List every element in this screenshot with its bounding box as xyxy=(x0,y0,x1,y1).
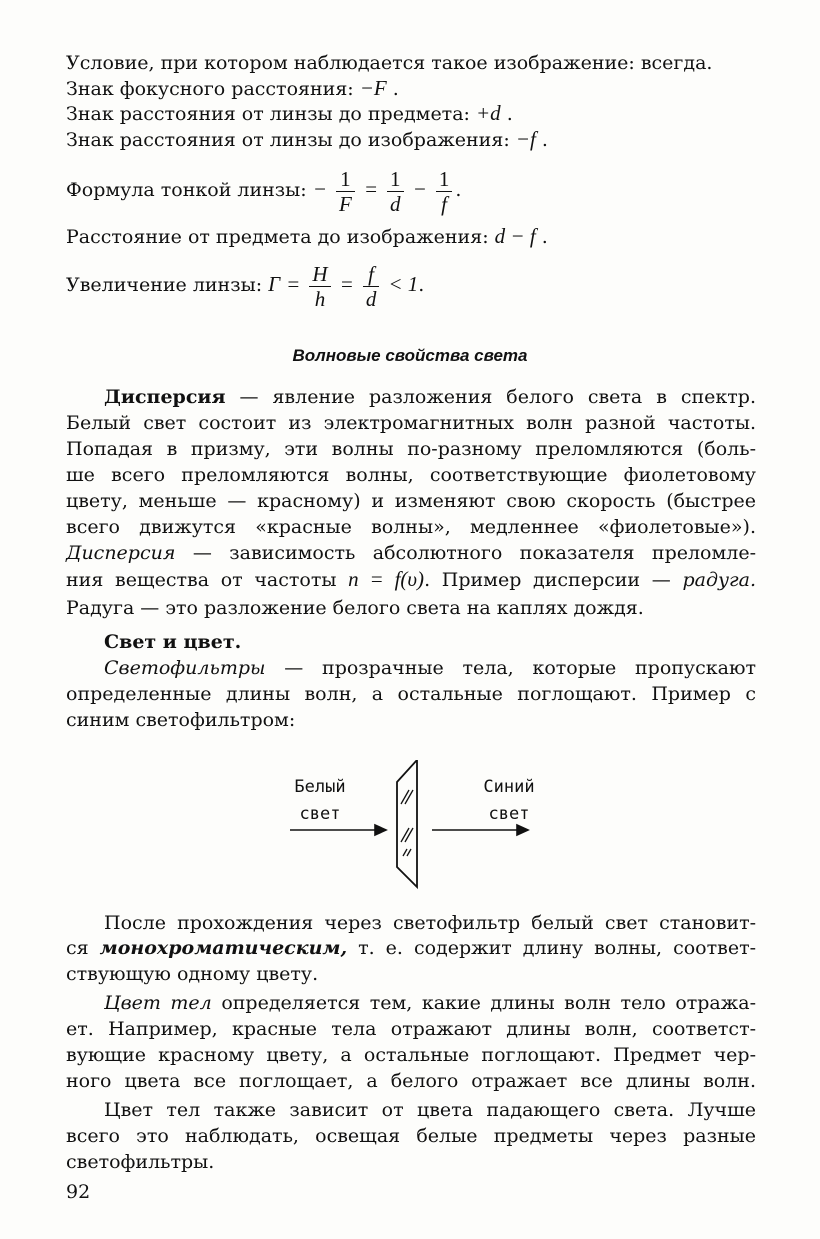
object-image-distance-label: Расстояние от предмета до изображения: xyxy=(66,226,489,248)
incident-light-line-1: Цвет тел также зависит от цвета падающего света. Лучше xyxy=(104,1099,756,1121)
monochrome-line-3: ствующую одному цвету. xyxy=(66,963,319,985)
thin-lens-formula-line: Формула тонкой линзы: − $\frac{1}{F}$ = $\frac{1}{d}$ − $\frac{1}{f}$ . xyxy=(66,166,462,216)
magnification-line: Увеличение линзы: Г = $\frac{H}{h}$ = $\frac{f}{d}$ < 1. xyxy=(66,261,425,311)
filter-diagram-graphic xyxy=(270,760,560,895)
formula-equals: = xyxy=(363,177,378,201)
rainbow-term: радуга. xyxy=(682,569,756,591)
filters-line-2: определенные длины волн, а остальные поглощают. Пример с xyxy=(66,683,756,705)
dispersion-line-2: Белый свет состоит из электромагнитных волн разной частоты. xyxy=(66,412,756,434)
image-distance-sign-value: −f xyxy=(515,127,536,151)
filters-definition: — прозрачные тела, которые пропускают xyxy=(284,657,756,679)
fraction-denominator: h xyxy=(314,286,326,311)
body-color-line-2: ет. Например, красные тела отражают длины волн, соответст- xyxy=(66,1018,756,1040)
focal-sign-line: Знак фокусного расстояния: −F . xyxy=(66,76,399,100)
body-color-term: Цвет тел xyxy=(104,992,212,1014)
body-color-line-4: ного цвета все поглощает, а белого отражает все длины волн. xyxy=(66,1070,756,1092)
magnification-eq2: = xyxy=(339,272,354,296)
incident-light-line-2: всего это наблюдать, освещая белые предметы через разные xyxy=(66,1125,756,1147)
magnification-label: Увеличение линзы: xyxy=(66,274,263,296)
dispersion-definition: — явление разложения белого света в спектр. xyxy=(239,386,756,408)
fraction-numerator: 1 xyxy=(436,167,453,192)
magnification-eq1: = xyxy=(286,272,301,296)
focal-sign-label: Знак фокусного расстояния: xyxy=(66,78,354,100)
dispersion-dependence-text: — зависимость абсолютного показателя преломле- xyxy=(192,542,757,564)
formula-minus: − xyxy=(312,177,327,201)
fraction-denominator: d xyxy=(365,286,377,311)
filters-line-3: синим светофильтром: xyxy=(66,709,296,731)
outgoing-arrow xyxy=(432,825,528,835)
fraction-numerator: H xyxy=(309,262,330,287)
monochrome-prefix: ся xyxy=(66,937,89,959)
magnification-gamma: Г xyxy=(268,272,281,296)
dispersion-line-8 xyxy=(66,567,756,592)
dispersion-formula: n = f(υ) xyxy=(348,567,425,591)
object-distance-sign-label: Знак расстояния от линзы до предмета: xyxy=(66,103,470,125)
thin-lens-formula-label: Формула тонкой линзы: xyxy=(66,179,307,201)
dispersion-term-italic: Дисперсия xyxy=(66,542,176,564)
dispersion-line-7 xyxy=(66,541,756,565)
fraction-numerator: 1 xyxy=(336,167,355,192)
fraction-denominator: f xyxy=(441,191,447,216)
page-number: 92 xyxy=(66,1181,91,1203)
fraction-denominator: F xyxy=(338,191,352,216)
incoming-arrow xyxy=(290,825,386,835)
dispersion-frequency-text: ния вещества от частоты xyxy=(66,569,337,591)
object-distance-sign-value: +d xyxy=(475,101,501,125)
fraction-H-over-h xyxy=(309,262,330,311)
light-and-color-heading: Свет и цвет. xyxy=(104,631,242,653)
body-color-line-1 xyxy=(104,991,756,1015)
object-image-distance-line: Расстояние от предмета до изображения: d − f . xyxy=(66,224,548,248)
body-color-definition: определяется тем, какие длины волн тело отража- xyxy=(221,992,756,1014)
fraction-one-over-f xyxy=(436,167,453,216)
body-color-line-3: вующие красному цвету, а остальные поглощают. Предмет чер- xyxy=(66,1044,756,1066)
image-distance-sign-label: Знак расстояния от линзы до изображения: xyxy=(66,129,510,151)
section-title: Волновые свойства света xyxy=(292,346,528,365)
outgoing-label-line-1: Синий xyxy=(483,777,535,797)
blue-filter-diagram xyxy=(270,760,560,895)
fraction-numerator: f xyxy=(363,262,380,287)
magnification-tail: < 1 xyxy=(388,272,419,296)
fraction-numerator: 1 xyxy=(387,167,404,192)
dispersion-line-5: цвету, меньше — красному) и изменяют свою скорость (быстрее xyxy=(66,490,756,512)
dispersion-line-6: всего движутся «красные волны», медленнее «фиолетовые»). xyxy=(66,516,756,538)
object-image-distance-value: d − f xyxy=(494,224,536,248)
focal-sign-value: −F xyxy=(359,76,387,100)
monochrome-line-1: После прохождения через светофильтр белый свет становит- xyxy=(104,912,756,934)
fraction-one-over-d xyxy=(387,167,404,216)
filters-line-1 xyxy=(104,656,756,680)
fraction-one-over-F xyxy=(336,167,355,216)
image-distance-sign-line: Знак расстояния от линзы до изображения: −f . xyxy=(66,127,548,151)
fraction-f-over-d xyxy=(363,262,380,311)
dispersion-example-text: . Пример дисперсии — xyxy=(424,569,671,591)
monochrome-line-2 xyxy=(66,936,756,960)
condition-line: Условие, при котором наблюдается такое изображение: всегда. xyxy=(66,52,713,74)
formula-minus-op: − xyxy=(412,177,427,201)
dispersion-term: Дисперсия xyxy=(104,386,226,408)
monochrome-explanation: т. е. содержит длину волны, соответ- xyxy=(358,937,756,959)
fraction-denominator: d xyxy=(390,191,401,216)
dispersion-line-9: Радуга — это разложение белого света на каплях дождя. xyxy=(66,597,644,619)
outgoing-label-line-2: свет xyxy=(488,804,530,824)
object-distance-sign-line: Знак расстояния от линзы до предмета: +d . xyxy=(66,101,513,125)
dispersion-line-4: ше всего преломляются волны, соответствующие фиолетовому xyxy=(66,464,756,486)
monochromatic-term: монохроматическим, xyxy=(99,937,348,959)
incident-light-line-3: светофильтры. xyxy=(66,1151,215,1173)
filters-term: Светофильтры xyxy=(104,657,266,679)
incoming-label-line-1: Белый xyxy=(294,777,346,797)
light-filter-icon xyxy=(397,760,417,887)
incoming-label-line-2: свет xyxy=(299,804,341,824)
dispersion-line-1 xyxy=(104,385,756,409)
dispersion-line-3: Попадая в призму, эти волны по-разному преломляются (боль- xyxy=(66,438,756,460)
